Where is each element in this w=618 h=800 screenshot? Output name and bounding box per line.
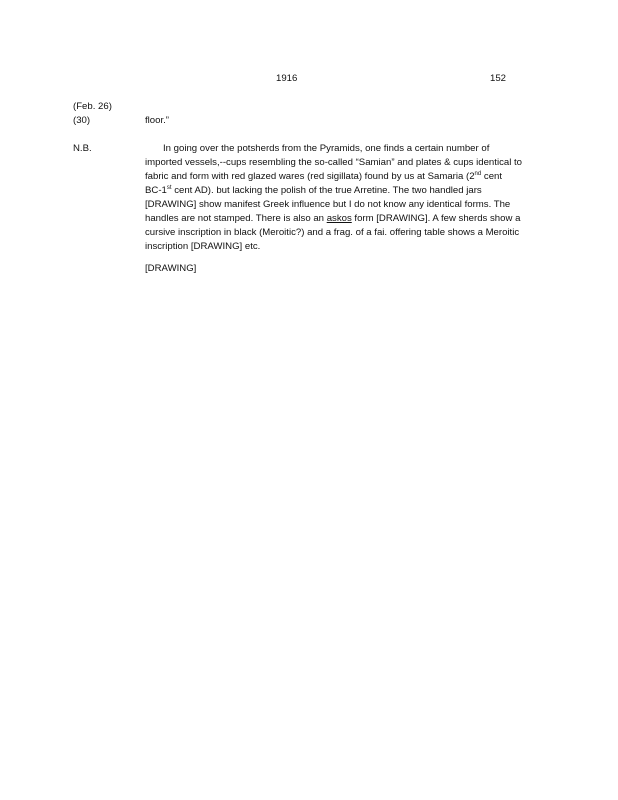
paragraph-text: handles are not stamped. There is also an [145, 213, 327, 224]
margin-entry-number: (30) [73, 115, 91, 126]
paragraph-line: [DRAWING] show manifest Greek influence but I do not know any identical forms. The [145, 199, 511, 210]
page-number: 152 [490, 73, 507, 84]
page-year: 1916 [276, 73, 298, 84]
margin-date: (Feb. 26) [73, 101, 112, 112]
paragraph-text: fabric and form with red glazed wares (red sigillata) found by us at Samaria (2 [145, 171, 475, 182]
nb-paragraph [145, 142, 555, 254]
paragraph-line [145, 184, 555, 198]
paragraph-text: cent AD). but lacking the polish of the true Arretine. The two handled jars [171, 185, 482, 196]
paragraph-text: BC-1 [145, 185, 167, 196]
paragraph-line [145, 170, 555, 184]
ordinal-superscript: st [166, 185, 172, 191]
paragraph-line: In going over the potsherds from the Pyramids, one finds a certain number of [163, 143, 490, 154]
paragraph-line: imported vessels,--cups resembling the so-called “Samian” and plates & cups identical to [145, 157, 522, 168]
margin-nb-label: N.B. [73, 143, 92, 154]
ordinal-superscript: nd [474, 171, 482, 177]
paragraph-line [145, 212, 555, 226]
paragraph-text: form [DRAWING]. A few sherds show a [351, 213, 521, 224]
underlined-term: askos [326, 213, 352, 224]
entry-continuation: floor.” [145, 115, 169, 126]
paragraph-line: cursive inscription in black (Meroitic?) and a frag. of a fai. offering table shows a Meroitic [145, 227, 520, 238]
drawing-placeholder: [DRAWING] [145, 263, 197, 274]
paragraph-line: inscription [DRAWING] etc. [145, 241, 261, 252]
paragraph-text: cent [481, 171, 503, 182]
